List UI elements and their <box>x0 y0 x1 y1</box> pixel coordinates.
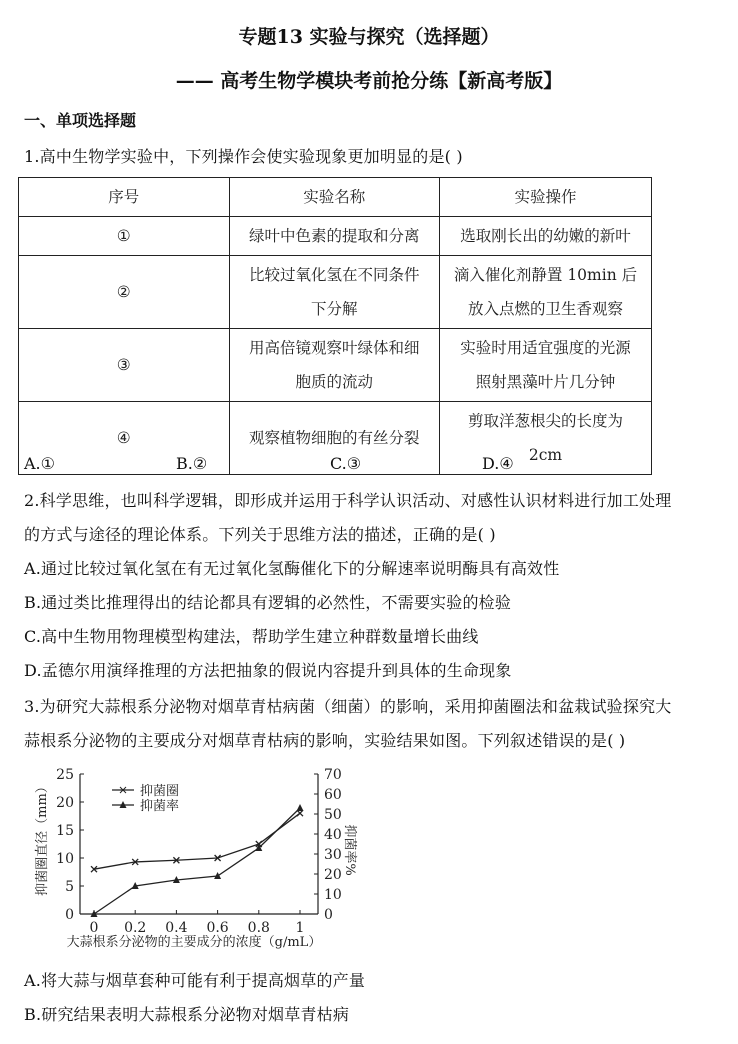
table-row <box>19 256 652 329</box>
section-title: 一、单项选择题 <box>24 111 137 130</box>
x-tick-label: 0.8 <box>247 920 270 936</box>
q2-option-d[interactable]: D.孟德尔用演绎推理的方法把抽象的假说内容提升到具体的生命现象 <box>24 661 512 680</box>
y-tick-label-right: 30 <box>324 847 342 863</box>
q1-option-c[interactable]: C.③ <box>330 454 362 473</box>
table-cell-op: 选取刚长出的幼嫩的新叶 <box>440 217 652 256</box>
x-tick-label: 0 <box>89 920 99 936</box>
data-point-抑菌率 <box>297 804 304 811</box>
q1-option-d[interactable]: D.④ <box>482 454 514 473</box>
y-tick-label-right: 10 <box>324 887 342 903</box>
x-tick-label: 0.6 <box>206 920 229 936</box>
x-tick-label: 0.2 <box>124 920 147 936</box>
table-header: 序号 <box>19 178 230 217</box>
table-header: 实验操作 <box>440 178 652 217</box>
inhibition-chart <box>22 760 362 952</box>
y-tick-label-right: 20 <box>324 867 342 883</box>
y-tick-label-right: 70 <box>324 767 342 783</box>
table-cell-op: 滴入催化剂静置 10min 后 放入点燃的卫生香观察 <box>440 256 652 329</box>
table-header-row <box>19 178 652 217</box>
y-tick-label-right: 0 <box>324 907 333 923</box>
y-tick-label-right: 50 <box>324 807 342 823</box>
y-axis-label-right: 抑菌率% <box>342 824 357 876</box>
y-tick-label-left: 5 <box>65 879 74 895</box>
q3-stem-line: 蒜根系分泌物的主要成分对烟草青枯病的影响，实验结果如图。下列叙述错误的是( ) <box>24 731 626 750</box>
x-tick-label: 0.4 <box>165 920 188 936</box>
q1-stem: 1.高中生物学实验中，下列操作会使实验现象更加明显的是( ) <box>24 147 463 166</box>
table-cell-name: 比较过氧化氢在不同条件 下分解 <box>229 256 440 329</box>
q2-stem-line: 2.科学思维，也叫科学逻辑，即形成并运用于科学认识活动、对感性认识材料进行加工处理 <box>24 491 672 510</box>
y-tick-label-right: 40 <box>324 827 342 843</box>
y-tick-label-left: 10 <box>56 851 74 867</box>
q3-option-b[interactable]: B.研究结果表明大蒜根系分泌物对烟草青枯病 <box>24 1005 350 1024</box>
q2-option-a[interactable]: A.通过比较过氧化氢在有无过氧化氢酶催化下的分解速率说明酶具有高效性 <box>24 559 560 578</box>
y-tick-label-right: 60 <box>324 787 342 803</box>
data-point-抑菌率 <box>214 872 221 879</box>
table-row <box>19 329 652 402</box>
y-tick-label-left: 25 <box>56 767 74 783</box>
y-tick-label-left: 0 <box>65 907 74 923</box>
table-cell-name: 绿叶中色素的提取和分离 <box>229 217 440 256</box>
table-cell-num: ④ <box>19 402 230 475</box>
table-cell-name: 观察植物细胞的有丝分裂 <box>229 402 440 475</box>
q2-stem-line: 的方式与途径的理论体系。下列关于思维方法的描述，正确的是( ) <box>24 525 496 544</box>
table-row <box>19 217 652 256</box>
q3-option-a[interactable]: A.将大蒜与烟草套种可能有利于提高烟草的产量 <box>24 971 366 990</box>
x-tick-label: 1 <box>295 920 305 936</box>
q2-option-b[interactable]: B.通过类比推理得出的结论都具有逻辑的必然性，不需要实验的检验 <box>24 593 512 612</box>
document-subtitle: —— 高考生物学模块考前抢分练【新高考版】 <box>175 70 563 92</box>
q2-option-c[interactable]: C.高中生物用物理模型构建法，帮助学生建立种群数量增长曲线 <box>24 627 479 646</box>
series-line-抑菌率 <box>94 808 300 914</box>
table-cell-op: 剪取洋葱根尖的长度为 2cm <box>440 402 652 475</box>
document-title: 专题13 实验与探究（选择题） <box>238 26 500 48</box>
table-cell-name: 用高倍镜观察叶绿体和细 胞质的流动 <box>229 329 440 402</box>
legend-label: 抑菌圈 <box>140 784 180 799</box>
y-tick-label-left: 15 <box>56 823 74 839</box>
table-cell-num: ② <box>19 256 230 329</box>
table-cell-num: ① <box>19 217 230 256</box>
q1-option-a[interactable]: A.① <box>24 454 55 473</box>
experiment-table <box>18 177 652 475</box>
table-header: 实验名称 <box>229 178 440 217</box>
legend-label: 抑菌率 <box>140 799 180 814</box>
table-cell-num: ③ <box>19 329 230 402</box>
q3-stem-line: 3.为研究大蒜根系分泌物对烟草青枯病菌（细菌）的影响，采用抑菌圈法和盆栽试验探究大 <box>24 697 672 716</box>
x-axis-label: 大蒜根系分泌物的主要成分的浓度（g/mL） <box>66 935 322 950</box>
y-axis-label-left: 抑菌圈直径（mm） <box>35 780 50 896</box>
q1-option-b[interactable]: B.② <box>176 454 208 473</box>
y-tick-label-left: 20 <box>56 795 74 811</box>
table-cell-op: 实验时用适宜强度的光源 照射黑藻叶片几分钟 <box>440 329 652 402</box>
series-line-抑菌圈 <box>94 813 300 869</box>
data-point-抑菌圈 <box>297 810 303 816</box>
